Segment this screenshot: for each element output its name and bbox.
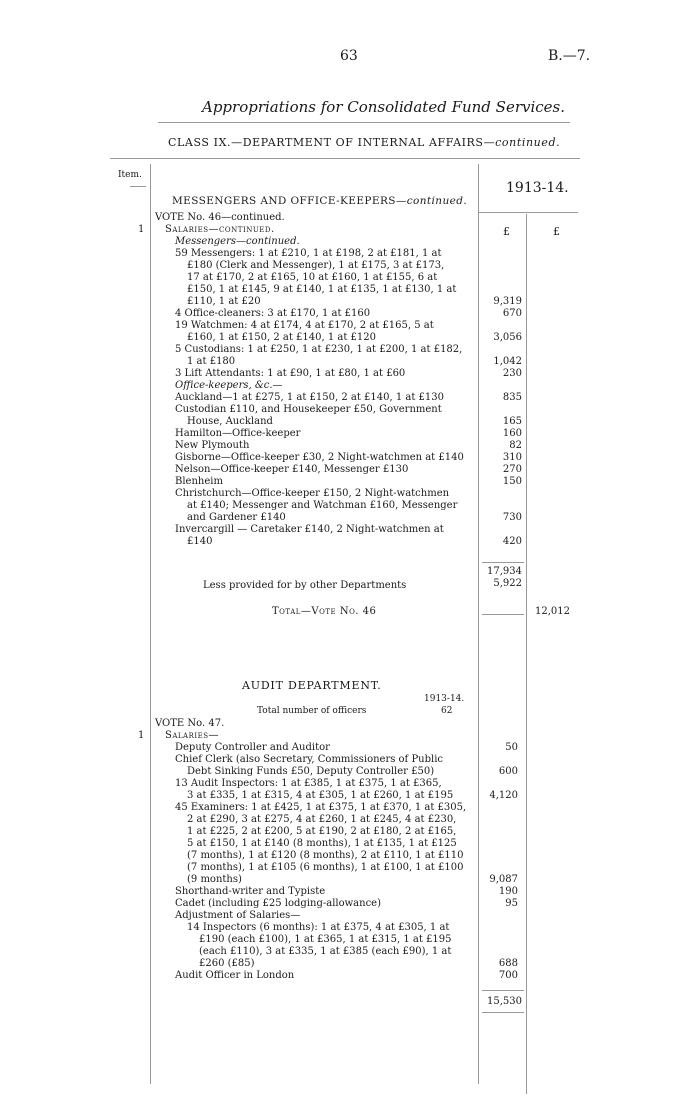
amount: 420	[502, 536, 522, 547]
line-text: Debt Sinking Funds £50, Deputy Controller £50)	[187, 766, 435, 777]
less-provided-label: Less provided for by other Departments	[203, 580, 407, 591]
page-title: Appropriations for Consolidated Fund Services.	[202, 98, 566, 116]
vote-46-total-label: Total—Vote No. 46	[272, 606, 377, 617]
amount: 9,087	[489, 874, 518, 885]
amount: 600	[498, 766, 518, 777]
line-text: 1 at £225, 2 at £200, 5 at £190, 2 at £180, 2 at £165,	[187, 826, 457, 837]
line-text: 5 at £150, 1 at £140 (8 months), 1 at £135, 1 at £125	[187, 838, 457, 849]
amount: 9,319	[493, 296, 522, 307]
amount: 190	[498, 886, 518, 897]
item-column-header: Item.	[118, 170, 142, 180]
line-text: 14 Inspectors (6 months): 1 at £375, 4 at £305, 1 at	[187, 922, 450, 933]
line-text: Nelson—Office-keeper £140, Messenger £130	[175, 464, 409, 475]
document-reference: B.—7.	[548, 48, 591, 64]
line-text: at £140; Messenger and Watchman £160, Messenger	[187, 500, 458, 511]
messengers-heading-continued: continued.	[406, 195, 468, 207]
line-text: £260 (£85)	[199, 958, 255, 969]
messengers-heading-text: MESSENGERS AND OFFICE-KEEPERS—	[172, 195, 407, 207]
line-text: Auckland—1 at £275, 1 at £150, 2 at £140, 1 at £130	[175, 392, 444, 403]
audit-subtotal-rule-bottom	[482, 1012, 524, 1013]
officers-year: 1913-14.	[424, 694, 465, 704]
amount: 3,056	[493, 332, 522, 343]
amount: 230	[502, 368, 522, 379]
line-text: 2 at £290, 3 at £275, 4 at £260, 1 at £245, 4 at £230,	[187, 814, 457, 825]
amount: 835	[502, 392, 522, 403]
line-text: 3 Lift Attendants: 1 at £90, 1 at £80, 1 at £60	[175, 368, 406, 379]
amount: 700	[498, 970, 518, 981]
item-number: 1	[138, 730, 145, 741]
line-text: £190 (each £100), 1 at £365, 1 at £315, 1 at £195	[199, 934, 452, 945]
amount: 1,042	[493, 356, 522, 367]
year-header-rule	[478, 212, 578, 213]
line-text: 1 at £180	[187, 356, 236, 367]
line-text: and Gardener £140	[187, 512, 286, 523]
column-divider-2	[526, 214, 527, 1094]
currency-symbol-2: £	[553, 225, 560, 238]
currency-symbol-1: £	[503, 225, 510, 238]
officers-label: Total number of officers	[257, 706, 367, 716]
line-text: Audit Officer in London	[175, 970, 295, 981]
salaries-subheading: Salaries—continued.	[165, 224, 275, 235]
line-text: Blenheim	[175, 476, 223, 487]
amount: 670	[502, 308, 522, 319]
class-heading-continued: continued.	[495, 136, 561, 149]
line-text: Cadet (including £25 lodging-allowance)	[175, 898, 381, 909]
line-text: 4 Office-cleaners: 3 at £170, 1 at £160	[175, 308, 371, 319]
class-heading-text: CLASS IX.—DEPARTMENT OF INTERNAL AFFAIRS—	[168, 136, 496, 149]
class-heading-rule	[110, 158, 580, 159]
line-text: £140	[187, 536, 213, 547]
line-text: House, Auckland	[187, 416, 273, 427]
line-text: 17 at £170, 2 at £165, 10 at £160, 1 at £155, 6 at	[187, 272, 438, 283]
subtotal-rule	[482, 562, 524, 563]
line-text: £150, 1 at £145, 9 at £140, 1 at £135, 1 at £130, 1 at	[187, 284, 457, 295]
header-rule	[158, 122, 570, 123]
line-text: £110, 1 at £20	[187, 296, 261, 307]
line-text: (7 months), 1 at £120 (8 months), 2 at £110, 1 at £110	[187, 850, 464, 861]
section-heading-messengers	[172, 195, 467, 207]
amount: 82	[509, 440, 522, 451]
amount: 150	[502, 476, 522, 487]
line-text: 19 Watchmen: 4 at £174, 4 at £170, 2 at £165, 5 at	[175, 320, 434, 331]
line-text: (7 months), 1 at £105 (6 months), 1 at £100, 1 at £100	[187, 862, 464, 873]
line-text: Custodian £110, and Housekeeper £50, Government	[175, 404, 442, 415]
audit-subtotal-rule	[482, 990, 524, 991]
line-text: Gisborne—Office-keeper £30, 2 Night-watchmen at £140	[175, 452, 464, 463]
line-text: Hamilton—Office-keeper	[175, 428, 301, 439]
line-text: £160, 1 at £150, 2 at £140, 1 at £120	[187, 332, 376, 343]
line-text: New Plymouth	[175, 440, 250, 451]
vote-47-heading: VOTE No. 47.	[155, 718, 225, 729]
messengers-subheading: Messengers—continued.	[175, 236, 300, 247]
item-number: 1	[138, 224, 145, 235]
line-text: 45 Examiners: 1 at £425, 1 at £375, 1 at £370, 1 at £305,	[175, 802, 467, 813]
line-text: 13 Audit Inspectors: 1 at £385, 1 at £375, 1 at £365,	[175, 778, 442, 789]
amount: 270	[502, 464, 522, 475]
amount: 688	[498, 958, 518, 969]
line-text: 3 at £335, 1 at £315, 4 at £305, 1 at £260, 1 at £195	[187, 790, 454, 801]
class-heading	[168, 136, 560, 149]
line-text: (each £110), 3 at £335, 1 at £385 (each £90), 1 at	[199, 946, 452, 957]
amount: 95	[505, 898, 518, 909]
line-text: Shorthand-writer and Typiste	[175, 886, 326, 897]
messengers-subtotal: 17,934	[487, 566, 522, 577]
amount: 160	[502, 428, 522, 439]
line-text: Deputy Controller and Auditor	[175, 742, 330, 753]
page-number: 63	[340, 48, 358, 64]
line-text: 59 Messengers: 1 at £210, 1 at £198, 2 at £181, 1 at	[175, 248, 442, 259]
less-provided-amount: 5,922	[493, 578, 522, 589]
line-text: Invercargill — Caretaker £140, 2 Night-watchmen at	[175, 524, 444, 535]
section-heading-audit: AUDIT DEPARTMENT.	[242, 679, 382, 692]
item-header-rule	[130, 186, 146, 187]
line-text: Chief Clerk (also Secretary, Commissioners of Public	[175, 754, 444, 765]
line-text: Office-keepers, &c.—	[175, 380, 283, 391]
total-rule	[482, 614, 524, 615]
line-text: 5 Custodians: 1 at £250, 1 at £230, 1 at £200, 1 at £182,	[175, 344, 463, 355]
amount: 310	[502, 452, 522, 463]
year-header: 1913-14.	[506, 180, 569, 196]
amount: 50	[505, 742, 518, 753]
amount: 730	[502, 512, 522, 523]
audit-subtotal: 15,530	[487, 996, 522, 1007]
vote-46-total-amount: 12,012	[535, 606, 570, 617]
amount: 165	[502, 416, 522, 427]
audit-salaries-subheading: Salaries—	[165, 730, 220, 741]
vote-46-heading: VOTE No. 46—continued.	[155, 212, 285, 223]
amount: 4,120	[489, 790, 518, 801]
officers-count: 62	[441, 706, 453, 716]
line-text: Adjustment of Salaries—	[175, 910, 301, 921]
line-text: (9 months)	[187, 874, 242, 885]
line-text: £180 (Clerk and Messenger), 1 at £175, 3 at £173,	[187, 260, 445, 271]
line-text: Christchurch—Office-keeper £150, 2 Night-watchmen	[175, 488, 450, 499]
item-column-divider	[150, 164, 151, 1084]
